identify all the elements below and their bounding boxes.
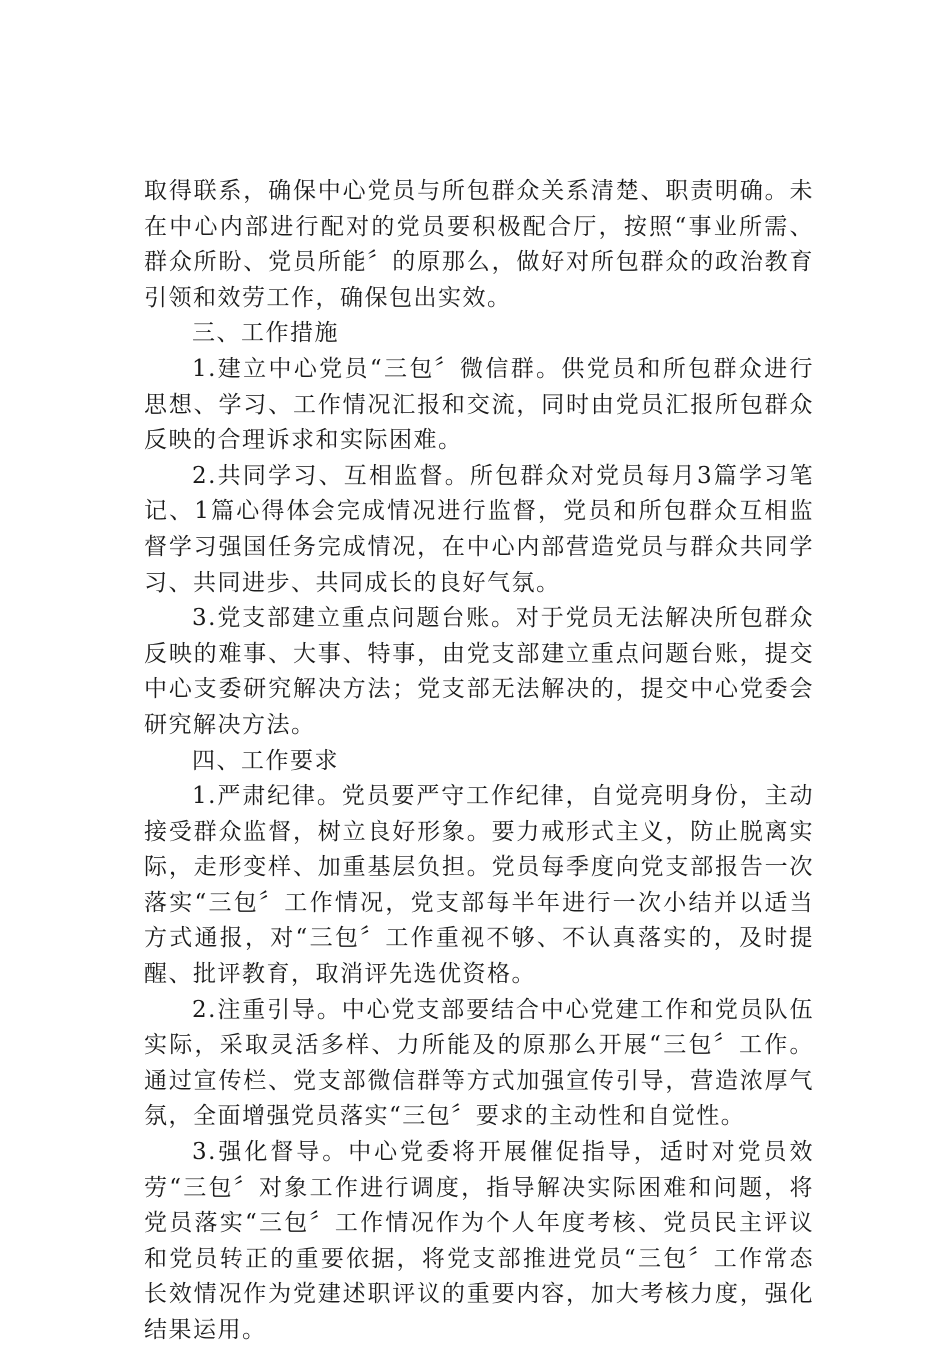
paragraph-requirement-1: 1.严肃纪律。党员要严守工作纪律，自觉亮明身份，主动接受群众监督，树立良好形象。要力戒形式主义，防止脱离实际，走形变样、加重基层负担。党员每季度向党支部报告一次落实“三包〞工作情况，党支部每半年进行一次小结并以适当方式通报，对“三包〞工作重视不够、不认真落实的，及时提醒、批评教育，取消评先选优资格。 <box>144 783 814 988</box>
paragraph-requirement-2: 2.注重引导。中心党支部要结合中心党建工作和党员队伍实际，采取灵活多样、力所能及的原那么开展“三包〞工作。通过宣传栏、党支部微信群等方式加强宣传引导，营造浓厚气氛，全面增强党员落实“三包〞要求的主动性和自觉性。 <box>144 996 814 1130</box>
paragraph-measure-1: 1.建立中心党员“三包〞微信群。供党员和所包群众进行思想、学习、工作情况汇报和交流，同时由党员汇报所包群众反映的合理诉求和实际困难。 <box>144 355 814 454</box>
paragraph-requirement-3: 3.强化督导。中心党委将开展催促指导，适时对党员效劳“三包〞对象工作进行调度，指导解决实际困难和问题，将党员落实“三包〞工作情况作为个人年度考核、党员民主评议和党员转正的重要依据，将党支部推进党员“三包〞工作常态长效情况作为党建述职评议的重要内容，加大考核力度，强化结果运用。 <box>144 1139 814 1343</box>
paragraph-continuation: 取得联系，确保中心党员与所包群众关系清楚、职责明确。未在中心内部进行配对的党员要积极配合厅，按照“事业所需、群众所盼、党员所能〞的原那么，做好对所包群众的政治教育引领和效劳工作，确保包出实效。 <box>144 178 814 311</box>
document-page <box>144 174 814 1349</box>
paragraph-measure-3: 3.党支部建立重点问题台账。对于党员无法解决所包群众反映的难事、大事、特事，由党支部建立重点问题台账，提交中心支委研究解决方法；党支部无法解决的，提交中心党委会研究解决方法。 <box>144 605 814 738</box>
heading-work-measures: 三、工作措施 <box>192 320 339 347</box>
heading-work-requirements: 四、工作要求 <box>192 747 339 774</box>
paragraph-measure-2: 2.共同学习、互相监督。所包群众对党员每月3篇学习笔记、1篇心得体会完成情况进行监督，党员和所包群众互相监督学习强国任务完成情况，在中心内部营造党员与群众共同学习、共同进步、共同成长的良好气氛。 <box>144 462 814 596</box>
